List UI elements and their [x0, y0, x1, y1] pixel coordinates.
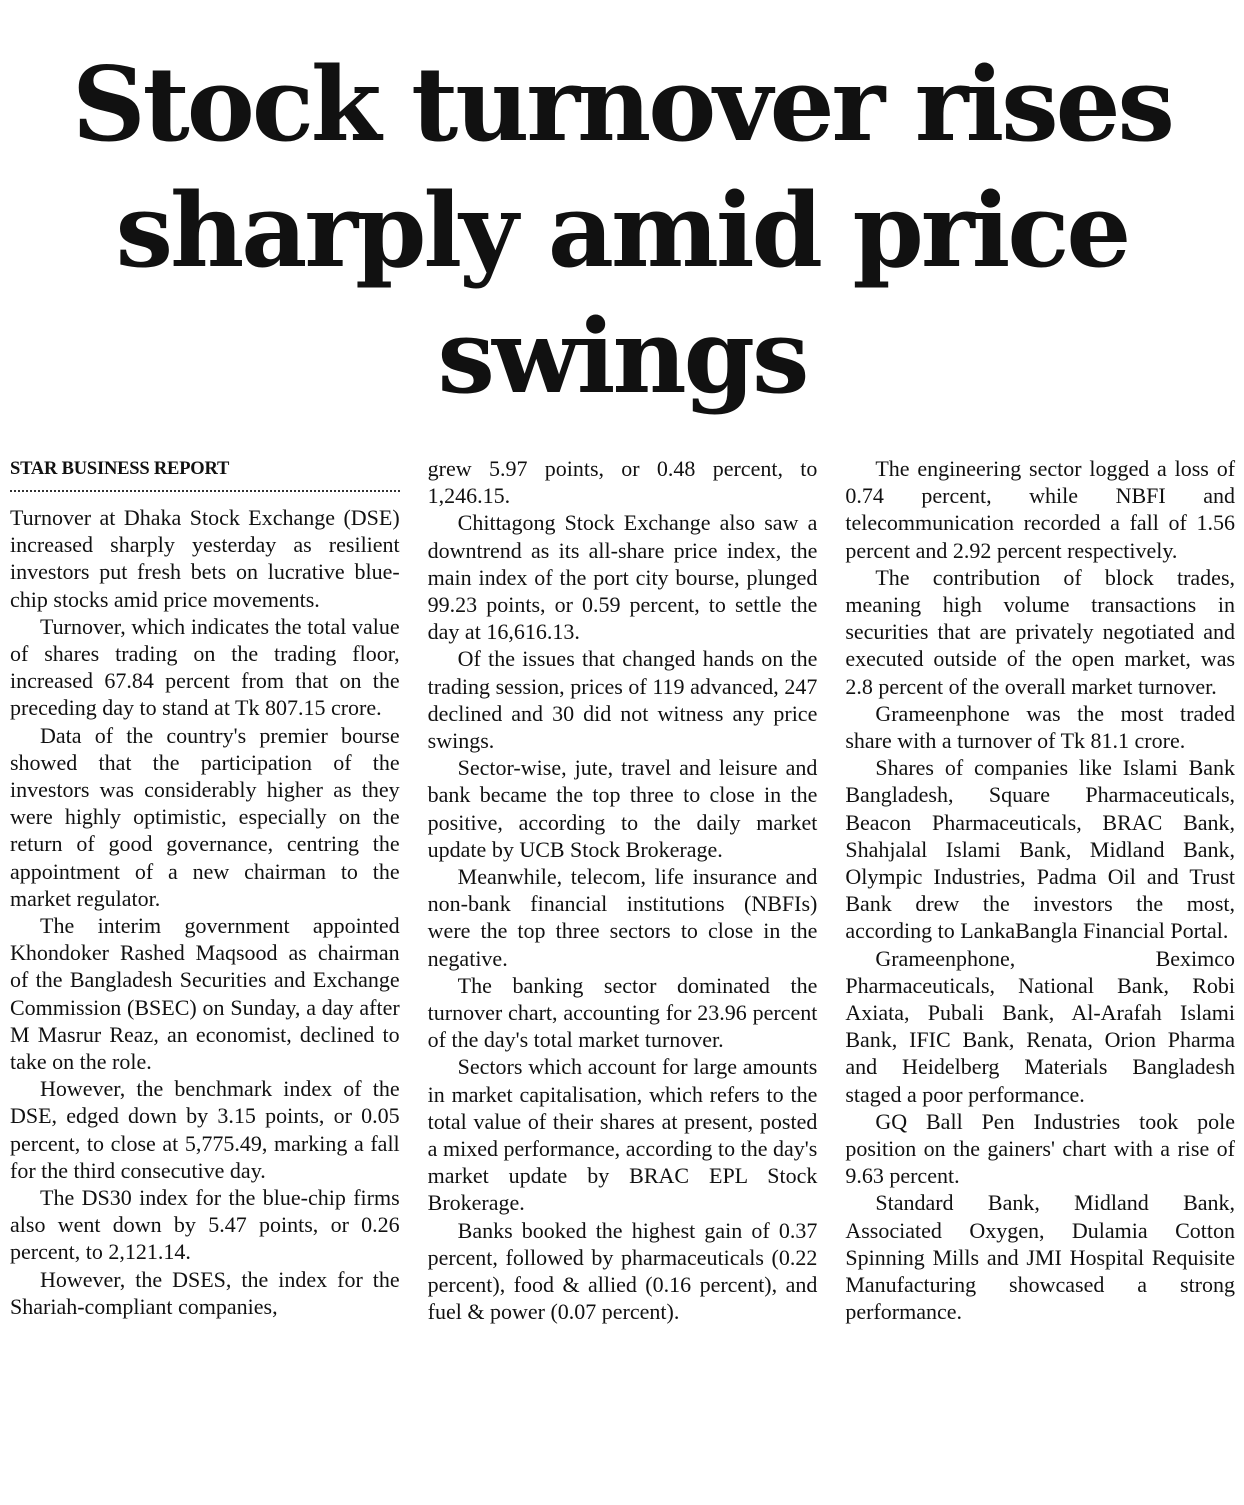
byline: STAR BUSINESS REPORT: [10, 459, 230, 479]
paragraph: Meanwhile, telecom, life insurance and non-bank financial institutions (NBFIs) were the top three sectors to close in the negative.: [427, 864, 818, 971]
paragraph: Sectors which account for large amounts in market capitalisation, which refers to the total value of their shares at present, posted a mixed performance, according to the day's market update by BRAC EPL Stock Brokerage.: [427, 1054, 818, 1216]
paragraph: Data of the country's premier bourse showed that the participation of the investors was considerably higher as they were highly optimistic, especially on the return of good governance, centring the appointment of a new chairman to the market regulator.: [10, 722, 400, 911]
column-1: [10, 455, 400, 1326]
column-2: [428, 455, 818, 1326]
paragraph: Grameenphone, Beximco Pharmaceuticals, National Bank, Robi Axiata, Pubali Bank, Al-Arafah Islami Bank, IFIC Bank, Renata, Orion Pharma and Heidelberg Materials Bangladesh staged a poor performance.: [845, 945, 1236, 1107]
paragraph: Sector-wise, jute, travel and leisure and bank became the top three to close in the positive, according to the daily market update by UCB Stock Brokerage.: [427, 755, 818, 862]
headline: Stock turnover rises sharply amid price swings: [72, 45, 1172, 417]
paragraph: Standard Bank, Midland Bank, Associated Oxygen, Dulamia Cotton Spinning Mills and JMI Hospital Requisite Manufacturing showcased a strong performance.: [845, 1190, 1236, 1325]
paragraph: However, the DSES, the index for the Shariah-compliant companies,: [10, 1266, 400, 1319]
paragraph: Turnover, which indicates the total value of shares trading on the trading floor, increased 67.84 percent from that on the preceding day to stand at Tk 807.15 crore.: [10, 613, 400, 721]
paragraph: The banking sector dominated the turnover chart, accounting for 23.96 percent of the day's total market turnover.: [427, 972, 818, 1053]
paragraph: The interim government appointed Khondoker Rashed Maqsood as chairman of the Bangladesh Securities and Exchange Commission (BSEC) on Sunday, a day after M Masrur Reaz, an economist, declined to take on the role.: [10, 913, 400, 1075]
paragraph: Chittagong Stock Exchange also saw a downtrend as its all-share price index, the main index of the port city bourse, plunged 99.23 points, or 0.59 percent, to settle the day at 16,616.13.: [427, 510, 818, 645]
paragraph: Of the issues that changed hands on the trading session, prices of 119 advanced, 247 declined and 30 did not witness any price swings.: [427, 646, 818, 754]
paragraph: Grameenphone was the most traded share with a turnover of Tk 81.1 crore.: [845, 700, 1236, 754]
paragraph: Turnover at Dhaka Stock Exchange (DSE) increased sharply yesterday as resilient investors put fresh bets on lucrative blue-chip stocks amid price movements.: [10, 505, 400, 612]
byline-divider: [10, 490, 400, 492]
paragraph: Shares of companies like Islami Bank Bangladesh, Square Pharmaceuticals, Beacon Pharmaceuticals, BRAC Bank, Shahjalal Islami Bank, Midland Bank, Olympic Industries, Padma Oil and Trust Bank drew the investors the most, according to LankaBangla Financial Portal.: [845, 755, 1236, 944]
article-body: [10, 455, 1235, 1326]
paragraph: GQ Ball Pen Industries took pole position on the gainers' chart with a rise of 9.63 percent.: [845, 1108, 1236, 1189]
paragraph: Banks booked the highest gain of 0.37 percent, followed by pharmaceuticals (0.22 percent), food & allied (0.16 percent), and fuel & power (0.07 percent).: [427, 1217, 818, 1325]
paragraph: The engineering sector logged a loss of 0.74 percent, while NBFI and telecommunication recorded a fall of 1.56 percent and 2.92 percent respectively.: [845, 456, 1236, 563]
paragraph: The DS30 index for the blue-chip firms also went down by 5.47 points, or 0.26 percent, to 2,121.14.: [10, 1185, 400, 1265]
paragraph: The contribution of block trades, meaning high volume transactions in securities that are privately negotiated and executed outside of the open market, was 2.8 percent of the overall market turnover.: [845, 564, 1236, 699]
paragraph: grew 5.97 points, or 0.48 percent, to 1,246.15.: [427, 456, 818, 509]
column-3: [845, 455, 1235, 1326]
paragraph: However, the benchmark index of the DSE, edged down by 3.15 points, or 0.05 percent, to close at 5,775.49, marking a fall for the third consecutive day.: [10, 1076, 400, 1183]
